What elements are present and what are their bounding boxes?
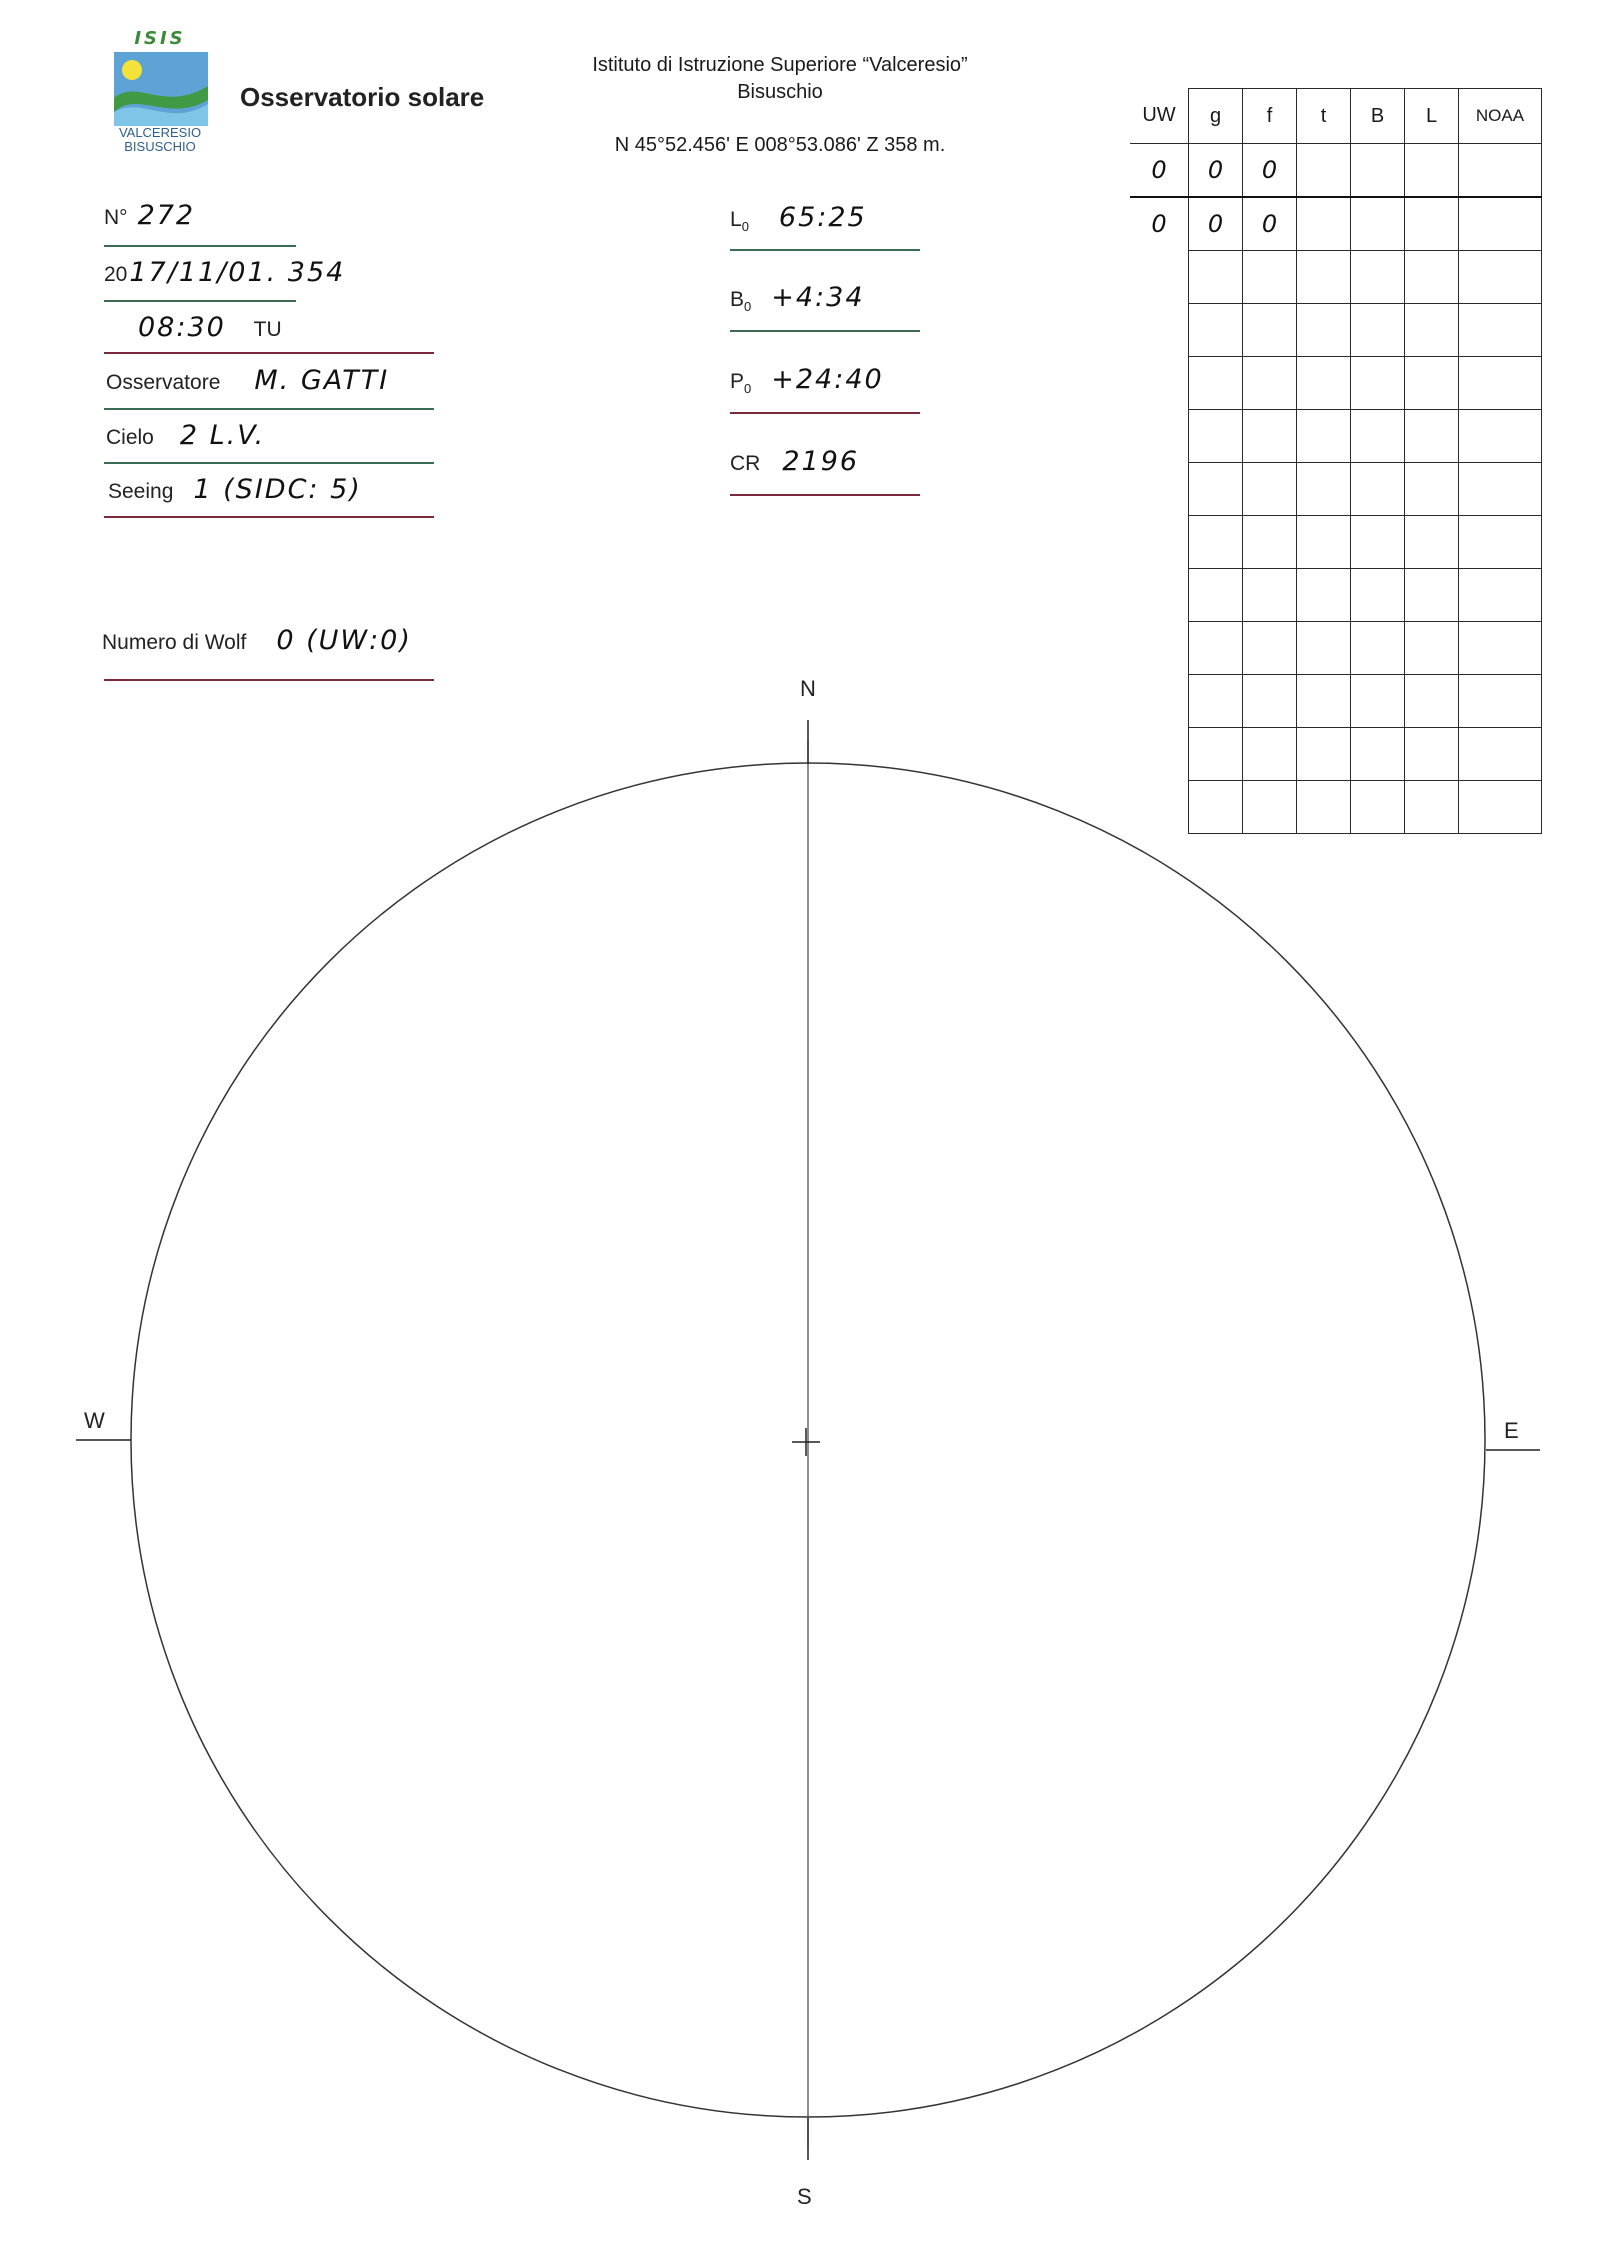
b0-label: B (730, 288, 745, 311)
header-f: f (1243, 89, 1297, 144)
table-cell: 0 (1243, 144, 1297, 198)
cr-value: 2196 (782, 446, 860, 477)
west-label: W (84, 1408, 105, 1433)
cr-label: CR (730, 452, 761, 475)
table-cell: 0 (1130, 197, 1189, 251)
l0-value: 65:25 (778, 202, 867, 233)
wolf-label: Numero di Wolf (102, 631, 247, 654)
header-noaa: NOAA (1459, 89, 1542, 144)
institute-line-1: Istituto di Istruzione Superiore “Valceresio” (592, 54, 968, 76)
observatory-title: Osservatorio solare (240, 82, 485, 112)
table-cell: 0 (1189, 197, 1243, 251)
north-label: N (800, 676, 816, 701)
header-t: t (1297, 89, 1351, 144)
observatory-coordinates: N 45°52.456' E 008°53.086' Z 358 m. (614, 134, 946, 156)
observer-value: M. GATTI (254, 365, 390, 396)
observer-label: Osservatore (106, 371, 221, 394)
l0-label: L (730, 208, 742, 231)
seeing-label: Seeing (108, 480, 174, 503)
south-label: S (797, 2184, 812, 2209)
seeing-value: 1 (SIDC: 5) (193, 474, 362, 505)
l0-subscript: 0 (741, 219, 749, 235)
institute-line-2: Bisuschio (737, 81, 823, 103)
p0-value: +24:40 (771, 364, 884, 395)
svg-text:ISIS: ISIS (134, 28, 186, 49)
east-label: E (1504, 1418, 1519, 1443)
b0-subscript: 0 (744, 299, 752, 315)
number-value: 272 (137, 200, 196, 231)
table-cell: 0 (1189, 144, 1243, 198)
logo-line-1: VALCERESIO (118, 125, 202, 140)
header-l: L (1405, 89, 1459, 144)
number-label: N° (104, 206, 128, 229)
date-value: 17/11/01. 354 (129, 257, 346, 288)
table-cell: 0 (1130, 144, 1189, 198)
header-uw: UW (1130, 89, 1189, 144)
sky-label: Cielo (106, 426, 154, 449)
sky-value: 2 L.V. (179, 420, 266, 451)
logo-line-2: BISUSCHIO (124, 139, 196, 154)
wolf-value: 0 (UW:0) (276, 625, 412, 656)
time-value: 08:30 (138, 312, 226, 343)
time-unit: TU (253, 318, 282, 341)
date-prefix: 20 (104, 263, 128, 286)
p0-label: P (730, 370, 745, 393)
p0-subscript: 0 (744, 381, 752, 397)
header-g: g (1189, 89, 1243, 144)
table-cell: 0 (1243, 197, 1297, 251)
header-b: B (1351, 89, 1405, 144)
b0-value: +4:34 (771, 282, 865, 313)
